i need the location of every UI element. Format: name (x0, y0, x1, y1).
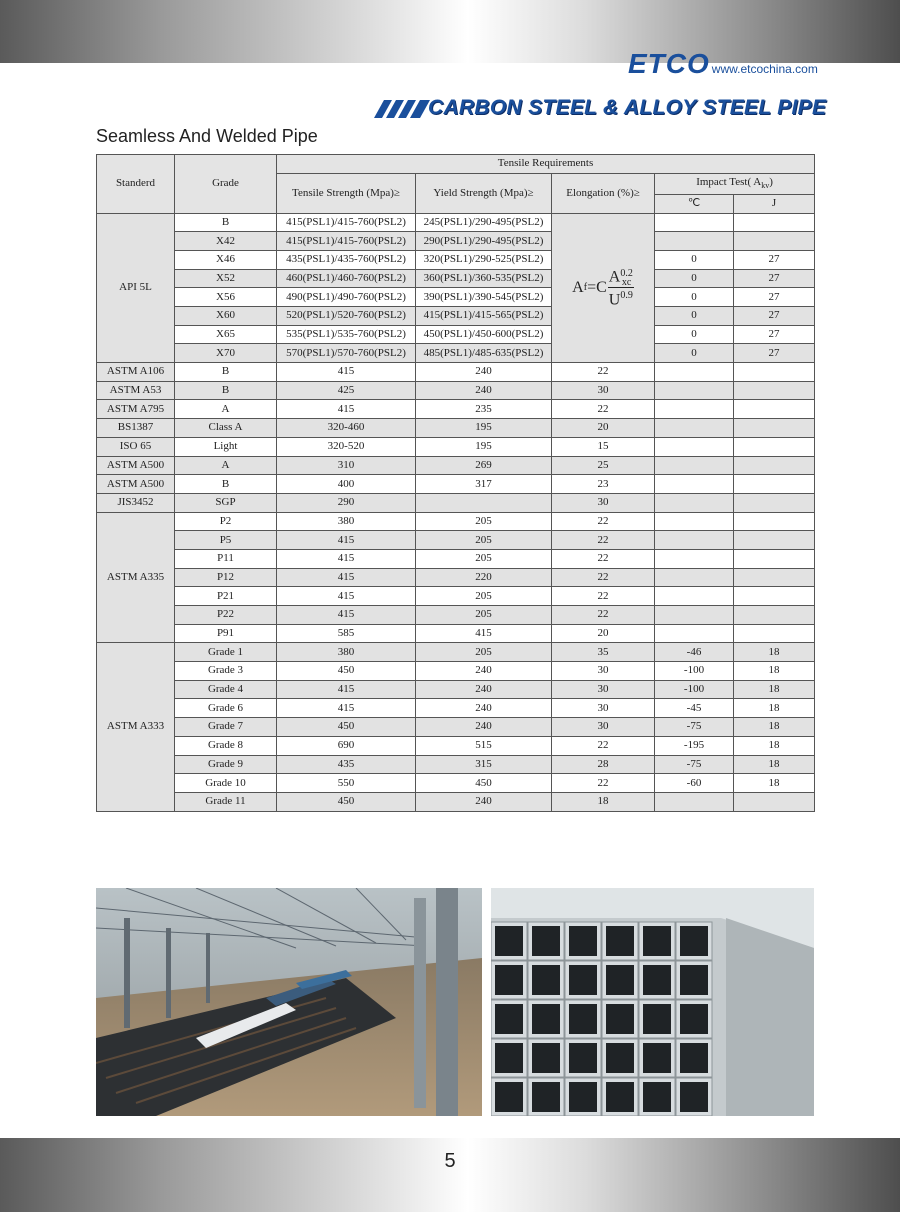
impact-temp-cell (655, 419, 734, 438)
page-number: 5 (444, 1150, 456, 1172)
yield-cell: 269 (416, 456, 552, 475)
yield-cell: 290(PSL1)/290-495(PSL2) (416, 232, 552, 251)
tube-opening (532, 1082, 560, 1112)
table-row (97, 381, 815, 400)
impact-temp-cell (655, 792, 734, 811)
tube-opening (495, 1082, 523, 1112)
impact-energy-cell (734, 232, 815, 251)
impact-temp-cell (655, 400, 734, 419)
elongation-cell: 22 (552, 531, 655, 550)
table-row (97, 512, 815, 531)
tensile-cell: 320-520 (277, 437, 416, 456)
table-row (97, 288, 815, 307)
impact-temp-cell (655, 232, 734, 251)
impact-energy-cell (734, 624, 815, 643)
table-row (97, 363, 815, 382)
elongation-formula: A f =C A 0.2 xc $U^{0.9}$ (572, 267, 633, 308)
tube-opening (532, 965, 560, 995)
impact-energy-cell: 27 (734, 288, 815, 307)
elongation-cell: 30 (552, 699, 655, 718)
tube-opening (606, 926, 634, 956)
elongation-cell: 20 (552, 419, 655, 438)
elongation-cell: 18 (552, 792, 655, 811)
table-row (97, 643, 815, 662)
impact-energy-cell (734, 213, 815, 232)
impact-energy-cell (734, 549, 815, 568)
header-elongation: Elongation (%)≥ (552, 173, 655, 213)
elongation-cell: 30 (552, 662, 655, 681)
impact-energy-cell (734, 606, 815, 625)
tensile-cell: 460(PSL1)/460-760(PSL2) (277, 269, 416, 288)
tube-opening (532, 1004, 560, 1034)
header-celsius: ℃ (655, 194, 734, 213)
grade-cell: B (175, 475, 277, 494)
elongation-cell: 22 (552, 774, 655, 793)
impact-temp-cell: -45 (655, 699, 734, 718)
standard-cell: ASTM A500 (97, 475, 175, 494)
tensile-cell: 415 (277, 549, 416, 568)
tube-opening (643, 965, 671, 995)
table-row (97, 587, 815, 606)
impact-energy-cell: 27 (734, 250, 815, 269)
elongation-formula-cell (552, 213, 655, 363)
standard-cell: ISO 65 (97, 437, 175, 456)
standard-cell: ASTM A333 (97, 643, 175, 811)
header-impact-test: Impact Test( $A_{kv}$) (655, 173, 815, 194)
impact-energy-cell (734, 475, 815, 494)
table-row (97, 662, 815, 681)
standard-cell: BS1387 (97, 419, 175, 438)
tensile-requirements-table (96, 154, 815, 812)
tube-opening (680, 1082, 708, 1112)
tube-opening (532, 1043, 560, 1073)
tensile-cell: 415(PSL1)/415-760(PSL2) (277, 213, 416, 232)
yield-cell: 240 (416, 381, 552, 400)
grade-cell: X42 (175, 232, 277, 251)
elongation-cell: 28 (552, 755, 655, 774)
standard-cell: ASTM A106 (97, 363, 175, 382)
impact-energy-cell (734, 587, 815, 606)
yield-cell: 245(PSL1)/290-495(PSL2) (416, 213, 552, 232)
elongation-cell: 15 (552, 437, 655, 456)
yield-cell: 415 (416, 624, 552, 643)
impact-temp-cell: 0 (655, 250, 734, 269)
standard-cell: ASTM A795 (97, 400, 175, 419)
yield-cell: 205 (416, 549, 552, 568)
tensile-cell: 415 (277, 699, 416, 718)
square-tubes-image (491, 888, 814, 1116)
impact-temp-cell (655, 437, 734, 456)
grade-cell: X52 (175, 269, 277, 288)
table-row (97, 718, 815, 737)
table-row (97, 307, 815, 326)
impact-temp-cell (655, 606, 734, 625)
tube-opening (569, 926, 597, 956)
tube-opening (606, 1043, 634, 1073)
impact-temp-cell (655, 624, 734, 643)
tensile-cell: 585 (277, 624, 416, 643)
elongation-cell: 30 (552, 718, 655, 737)
table-row (97, 549, 815, 568)
impact-temp-cell (655, 456, 734, 475)
yield-cell: 205 (416, 587, 552, 606)
yield-cell: 240 (416, 699, 552, 718)
grade-cell: Grade 3 (175, 662, 277, 681)
impact-temp-cell: 0 (655, 307, 734, 326)
tensile-cell: 690 (277, 736, 416, 755)
grade-cell: Grade 9 (175, 755, 277, 774)
table-row (97, 419, 815, 438)
impact-energy-cell: 27 (734, 344, 815, 363)
yield-cell: 240 (416, 680, 552, 699)
grade-cell: Grade 7 (175, 718, 277, 737)
tensile-cell: 570(PSL1)/570-760(PSL2) (277, 344, 416, 363)
impact-temp-cell: 0 (655, 288, 734, 307)
tensile-cell: 415 (277, 587, 416, 606)
standard-cell: ASTM A500 (97, 456, 175, 475)
impact-energy-cell: 18 (734, 662, 815, 681)
tensile-cell: 415(PSL1)/415-760(PSL2) (277, 232, 416, 251)
yield-cell: 205 (416, 606, 552, 625)
tensile-cell: 450 (277, 662, 416, 681)
tensile-cell: 415 (277, 363, 416, 382)
yield-cell: 240 (416, 792, 552, 811)
impact-temp-cell (655, 475, 734, 494)
tube-opening (643, 1043, 671, 1073)
table-row (97, 250, 815, 269)
table-row (97, 344, 815, 363)
impact-energy-cell: 18 (734, 774, 815, 793)
tensile-cell: 415 (277, 606, 416, 625)
table-row (97, 792, 815, 811)
table-row (97, 624, 815, 643)
impact-temp-cell: -100 (655, 680, 734, 699)
grade-cell: P22 (175, 606, 277, 625)
table-row (97, 213, 815, 232)
standard-cell: ASTM A335 (97, 512, 175, 643)
elongation-cell: 20 (552, 624, 655, 643)
tensile-cell: 415 (277, 568, 416, 587)
grade-cell: Grade 6 (175, 699, 277, 718)
grade-cell: Class A (175, 419, 277, 438)
grade-cell: P2 (175, 512, 277, 531)
impact-temp-cell: -100 (655, 662, 734, 681)
grade-cell: P11 (175, 549, 277, 568)
elongation-cell: 22 (552, 549, 655, 568)
tensile-cell: 425 (277, 381, 416, 400)
impact-energy-cell (734, 512, 815, 531)
impact-energy-cell (734, 792, 815, 811)
table-row (97, 606, 815, 625)
elongation-cell: 22 (552, 587, 655, 606)
header-tensile-requirements: Tensile Requirements (277, 155, 815, 174)
table-row (97, 699, 815, 718)
table-row (97, 437, 815, 456)
yield-cell: 220 (416, 568, 552, 587)
tube-opening (643, 1004, 671, 1034)
impact-temp-cell: -75 (655, 755, 734, 774)
table-body (97, 213, 815, 811)
table-row (97, 568, 815, 587)
grade-cell: Grade 8 (175, 736, 277, 755)
impact-energy-cell: 18 (734, 736, 815, 755)
table-row (97, 475, 815, 494)
yield-cell: 317 (416, 475, 552, 494)
table-row (97, 493, 815, 512)
tensile-cell: 415 (277, 400, 416, 419)
impact-energy-cell: 27 (734, 307, 815, 326)
warehouse-pipes-image (96, 888, 482, 1116)
impact-energy-cell (734, 493, 815, 512)
impact-temp-cell (655, 587, 734, 606)
impact-energy-cell (734, 456, 815, 475)
tube-opening (680, 965, 708, 995)
impact-energy-cell: 27 (734, 325, 815, 344)
square-tubes-photo (491, 888, 814, 1116)
tube-opening (569, 1082, 597, 1112)
impact-temp-cell: -60 (655, 774, 734, 793)
table-row (97, 755, 815, 774)
impact-energy-cell (734, 419, 815, 438)
tube-opening (495, 926, 523, 956)
grade-cell: Grade 10 (175, 774, 277, 793)
tensile-cell: 450 (277, 718, 416, 737)
grade-cell: P21 (175, 587, 277, 606)
elongation-cell: 22 (552, 568, 655, 587)
table-row (97, 325, 815, 344)
tube-opening (495, 965, 523, 995)
header-grade: Grade (175, 155, 277, 214)
yield-cell: 195 (416, 419, 552, 438)
grade-cell: P5 (175, 531, 277, 550)
elongation-cell: 30 (552, 381, 655, 400)
elongation-cell: 22 (552, 736, 655, 755)
standard-cell: JIS3452 (97, 493, 175, 512)
grade-cell: B (175, 213, 277, 232)
standard-cell: ASTM A53 (97, 381, 175, 400)
tensile-cell: 550 (277, 774, 416, 793)
impact-temp-cell (655, 531, 734, 550)
tube-opening (495, 1043, 523, 1073)
yield-cell (416, 493, 552, 512)
grade-cell: X65 (175, 325, 277, 344)
yield-cell: 205 (416, 531, 552, 550)
yield-cell: 240 (416, 363, 552, 382)
impact-energy-cell: 18 (734, 718, 815, 737)
header-standard: Standerd (97, 155, 175, 214)
yield-cell: 415(PSL1)/415-565(PSL2) (416, 307, 552, 326)
impact-temp-cell (655, 493, 734, 512)
slash-stripes-icon (374, 100, 430, 118)
tensile-cell: 320-460 (277, 419, 416, 438)
elongation-cell: 30 (552, 680, 655, 699)
tensile-cell: 415 (277, 680, 416, 699)
impact-energy-cell: 18 (734, 699, 815, 718)
grade-cell: B (175, 381, 277, 400)
impact-energy-cell (734, 568, 815, 587)
impact-energy-cell: 27 (734, 269, 815, 288)
table-row (97, 400, 815, 419)
grade-cell: SGP (175, 493, 277, 512)
table-row (97, 774, 815, 793)
elongation-cell: 30 (552, 493, 655, 512)
yield-cell: 195 (416, 437, 552, 456)
tube-opening (569, 1043, 597, 1073)
tube-opening (643, 926, 671, 956)
grade-cell: A (175, 400, 277, 419)
table-row (97, 736, 815, 755)
table-row (97, 456, 815, 475)
elongation-cell: 25 (552, 456, 655, 475)
impact-temp-cell: -195 (655, 736, 734, 755)
impact-energy-cell (734, 437, 815, 456)
yield-cell: 240 (416, 662, 552, 681)
table-row (97, 680, 815, 699)
grade-cell: X56 (175, 288, 277, 307)
yield-cell: 450 (416, 774, 552, 793)
yield-cell: 205 (416, 643, 552, 662)
elongation-cell: 22 (552, 363, 655, 382)
tensile-cell: 380 (277, 643, 416, 662)
tube-opening (680, 1004, 708, 1034)
impact-temp-cell (655, 381, 734, 400)
impact-energy-cell: 18 (734, 680, 815, 699)
header-tensile-strength: Tensile Strength (Mpa)≥ (277, 173, 416, 213)
impact-temp-cell (655, 568, 734, 587)
grade-cell: X46 (175, 250, 277, 269)
tube-opening (606, 1004, 634, 1034)
elongation-cell: 22 (552, 512, 655, 531)
etco-logo (628, 48, 818, 80)
tube-opening (569, 965, 597, 995)
header-yield-strength: Yield Strength (Mpa)≥ (416, 173, 552, 213)
warehouse-photo (96, 888, 482, 1116)
tensile-cell: 415 (277, 531, 416, 550)
tube-opening (643, 1082, 671, 1112)
impact-temp-cell: 0 (655, 325, 734, 344)
grade-cell: Grade 1 (175, 643, 277, 662)
brand-name: ETCO (628, 48, 710, 79)
tensile-cell: 535(PSL1)/535-760(PSL2) (277, 325, 416, 344)
impact-energy-cell: 18 (734, 755, 815, 774)
section-banner (374, 96, 827, 124)
impact-temp-cell (655, 213, 734, 232)
impact-temp-cell: 0 (655, 344, 734, 363)
grade-cell: B (175, 363, 277, 382)
yield-cell: 485(PSL1)/485-635(PSL2) (416, 344, 552, 363)
tensile-cell: 435 (277, 755, 416, 774)
elongation-cell: 22 (552, 606, 655, 625)
impact-energy-cell (734, 381, 815, 400)
yield-cell: 450(PSL1)/450-600(PSL2) (416, 325, 552, 344)
yield-cell: 360(PSL1)/360-535(PSL2) (416, 269, 552, 288)
grade-cell: Grade 11 (175, 792, 277, 811)
impact-energy-cell (734, 531, 815, 550)
tensile-cell: 290 (277, 493, 416, 512)
impact-energy-cell (734, 363, 815, 382)
yield-cell: 235 (416, 400, 552, 419)
grade-cell: X60 (175, 307, 277, 326)
yield-cell: 315 (416, 755, 552, 774)
impact-temp-cell: -75 (655, 718, 734, 737)
tensile-cell: 490(PSL1)/490-760(PSL2) (277, 288, 416, 307)
brand-url[interactable]: www.etcochina.com (711, 62, 818, 76)
impact-temp-cell: 0 (655, 269, 734, 288)
tube-opening (680, 926, 708, 956)
yield-cell: 320(PSL1)/290-525(PSL2) (416, 250, 552, 269)
impact-temp-cell: -46 (655, 643, 734, 662)
tensile-cell: 380 (277, 512, 416, 531)
banner-title: CARBON STEEL & ALLOY STEEL PIPE (428, 96, 827, 119)
tensile-cell: 400 (277, 475, 416, 494)
grade-cell: P91 (175, 624, 277, 643)
elongation-cell: 22 (552, 400, 655, 419)
tube-opening (532, 926, 560, 956)
elongation-cell: 23 (552, 475, 655, 494)
elongation-cell: 35 (552, 643, 655, 662)
standard-cell: API 5L (97, 213, 175, 363)
tensile-cell: 310 (277, 456, 416, 475)
yield-cell: 390(PSL1)/390-545(PSL2) (416, 288, 552, 307)
tensile-cell: 435(PSL1)/435-760(PSL2) (277, 250, 416, 269)
impact-temp-cell (655, 549, 734, 568)
impact-temp-cell (655, 363, 734, 382)
impact-energy-cell: 18 (734, 643, 815, 662)
grade-cell: X70 (175, 344, 277, 363)
yield-cell: 205 (416, 512, 552, 531)
tensile-cell: 450 (277, 792, 416, 811)
grade-cell: P12 (175, 568, 277, 587)
tube-opening (495, 1004, 523, 1034)
tube-opening (606, 1082, 634, 1112)
page-title: Seamless And Welded Pipe (96, 126, 318, 146)
impact-energy-cell (734, 400, 815, 419)
tensile-cell: 520(PSL1)/520-760(PSL2) (277, 307, 416, 326)
header-joule: J (734, 194, 815, 213)
grade-cell: Light (175, 437, 277, 456)
tube-opening (606, 965, 634, 995)
table-row (97, 531, 815, 550)
impact-temp-cell (655, 512, 734, 531)
table-row (97, 269, 815, 288)
grade-cell: Grade 4 (175, 680, 277, 699)
yield-cell: 240 (416, 718, 552, 737)
yield-cell: 515 (416, 736, 552, 755)
table-row (97, 232, 815, 251)
tube-opening (569, 1004, 597, 1034)
grade-cell: A (175, 456, 277, 475)
tube-opening (680, 1043, 708, 1073)
